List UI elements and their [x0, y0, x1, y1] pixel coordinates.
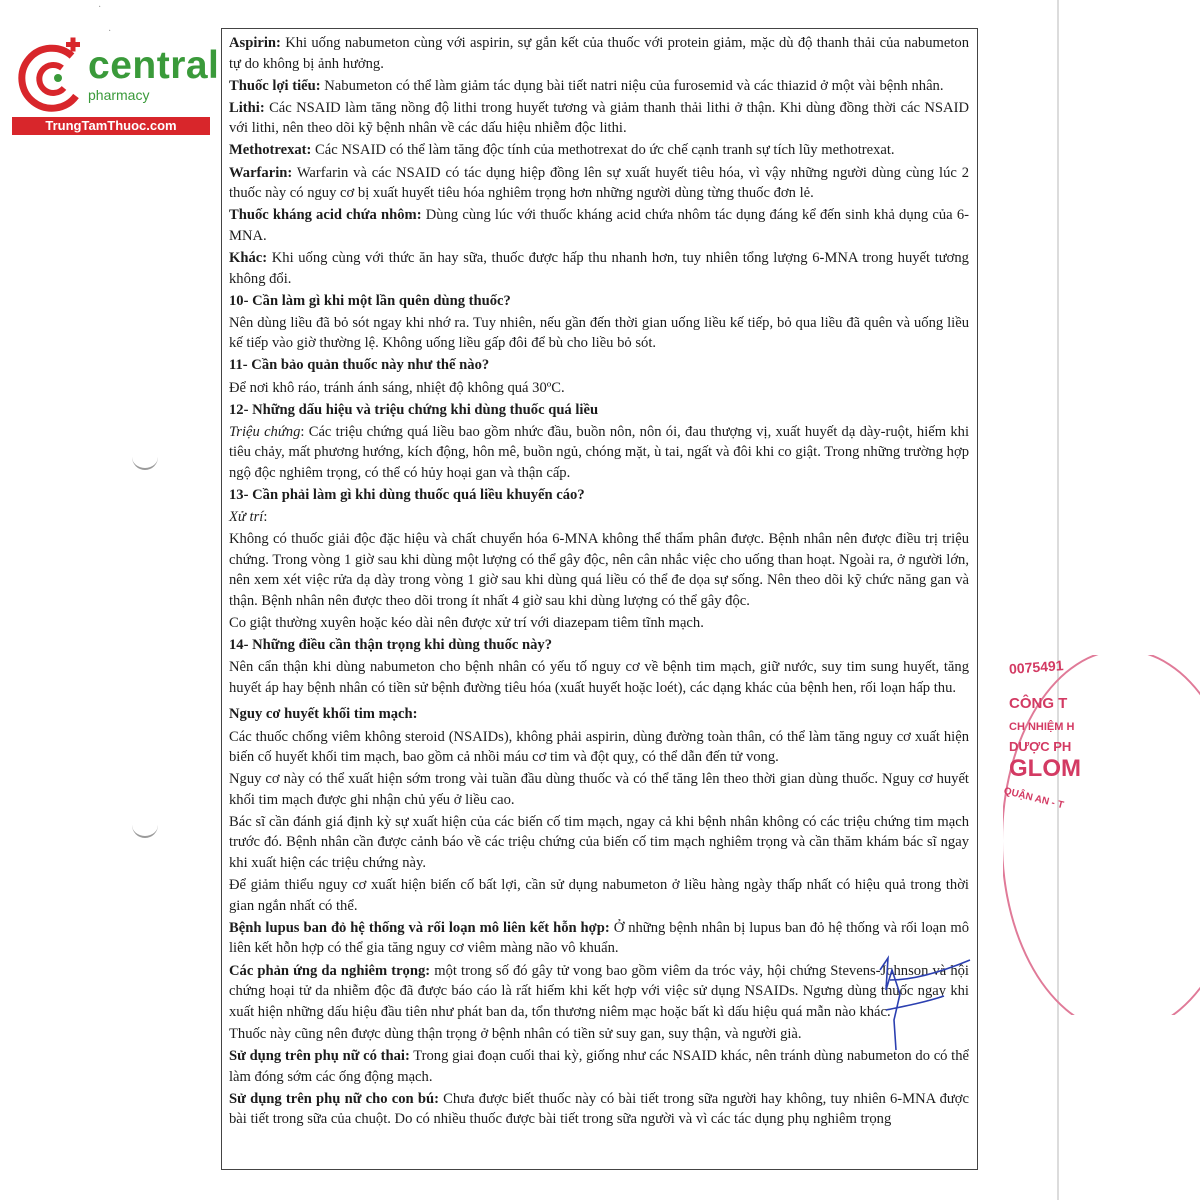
heading-section-13 [229, 485, 969, 506]
text-cardio-4: Để giảm thiểu nguy cơ xuất hiện biến cố bất lợi, cần sử dụng nabumeton ở liều hàng ngày thấp nhất có hiệu quả trong thời gian ngắn nhất có thể. [229, 877, 969, 914]
heading-section-14-text: 14- Những điều cần thận trọng khi dùng thuốc này? [229, 637, 553, 654]
paragraph-lithium [229, 98, 969, 139]
label-treatment-line [229, 507, 969, 528]
heading-section-10 [229, 291, 969, 312]
stamp-line-5: GLOM [1009, 755, 1081, 782]
paragraph-antacid [229, 205, 969, 246]
text-methotrexate: Các NSAID có thể làm tăng độc tính của methotrexat do ức chế cạnh tranh sự tích lũy methotrexat. [315, 142, 895, 159]
heading-section-13-text: 13- Cần phải làm gì khi dùng thuốc quá liều khuyến cáo? [229, 486, 585, 503]
scan-speck: · [108, 26, 112, 37]
paragraph-lupus [229, 918, 969, 959]
brand-name: central [88, 44, 220, 87]
text-cardio-3: Bác sĩ cần đánh giá định kỳ sự xuất hiện của các biến cố tim mạch, ngay cả khi bệnh nhân không có các triệu chứng tim mạch trước đó. Bệnh nhân cần được cảnh báo về các triệu chứng của biến cố tim mạch nghiêm trọng và cần thăm khám bác sĩ ngay khi xuất hiện các triệu chứng này. [229, 813, 969, 872]
label-diuretic: Thuốc lợi tiểu: [229, 77, 321, 94]
text-cardio-1: Các thuốc chống viêm không steroid (NSAIDs), không phải aspirin, dùng đường toàn thân, có thể làm tăng nguy cơ xuất hiện biến cố huyết khối tim mạch, bao gồm cả nhồi máu cơ tim và đột quỵ, có thể dẫn đến tử vong. [229, 728, 969, 766]
label-aspirin: Aspirin: [229, 35, 281, 51]
text-aspirin: Khi uống nabumeton cùng với aspirin, sự gắn kết của thuốc với protein giảm, mặc dù độ thanh thải của nabumeton tự do không bị ảnh hưởng. [229, 35, 969, 72]
paragraph-methotrexate [229, 140, 969, 161]
stamp-line-1: 0075491 [1008, 657, 1065, 677]
stamp-line-6: QUẬN AN - T [1003, 785, 1065, 812]
paragraph-aspirin [229, 33, 969, 74]
leaflet-document [221, 28, 978, 1170]
label-breastfeeding: Sử dụng trên phụ nữ cho con bú: [229, 1090, 439, 1107]
label-treatment-colon: : [263, 509, 268, 526]
label-pregnancy: Sử dụng trên phụ nữ có thai: [229, 1047, 410, 1064]
stamp-line-3: CH NHIỆM H [1009, 721, 1075, 733]
paragraph-section-12 [229, 422, 969, 484]
paragraph-breastfeeding [229, 1089, 969, 1130]
label-treatment: Xử trí [229, 509, 264, 526]
text-breastfeeding: Chưa được biết thuốc này có bài tiết trong sữa người hay không, tuy nhiên 6-MNA được bài tiết trong sữa của chuột. Do có nhiều thuốc được bài tiết trong sữa người và vì các tác dụng phụ nghiêm trọng [229, 1090, 970, 1128]
label-other: Khác: [229, 249, 268, 266]
heading-cardio-risk [229, 704, 969, 725]
text-section-13-a: Không có thuốc giải độc đặc hiệu và chất chuyển hóa 6-MNA không thể thẩm phân được. Bệnh nhân nên được điều trị triệu chứng. Trong vòng 1 giờ sau khi dùng một lượng có thể gây độc, nên cân nhắc việc cho uống than hoạt. Ngoài ra, ở người lớn, nên xem xét việc rửa dạ dày trong vòng 1 giờ sau khi dùng quá liều có thể đe dọa sự sống. Nên theo dõi kỹ chức năng gan và thận. Bệnh nhân nên được theo dõi trong ít nhất 4 giờ sau khi dùng lượng có thể gây độc. [229, 531, 969, 609]
text-antacid: Dùng cùng lúc với thuốc kháng acid chứa nhôm tác dụng đáng kể đến sinh khả dụng của 6-MNA. [229, 207, 969, 244]
page-edge [1057, 0, 1059, 1200]
paragraph-warfarin [229, 163, 969, 204]
text-warfarin: Warfarin và các NSAID có tác dụng hiệp đồng lên sự xuất huyết tiêu hóa, vì vậy những người dùng cùng lúc 2 thuốc này có nguy cơ bị xuất huyết tiêu hóa nghiêm trọng hơn những người dùng từng thuốc đơn lẻ. [229, 164, 970, 202]
binder-hole [132, 820, 158, 838]
company-stamp [1003, 655, 1200, 1015]
heading-section-14 [229, 635, 969, 656]
text-section-11: Để nơi khô ráo, tránh ánh sáng, nhiệt độ không quá 30ºC. [229, 379, 565, 396]
text-section-12: : Các triệu chứng quá liều bao gồm nhức đầu, buồn nôn, nôn ói, đau thượng vị, xuất huyết dạ dày-ruột, hiếm khi tiêu chảy, mất phương hướng, kích động, hôn mê, buồn ngủ, chóng mặt, ù tai, ngất và đôi khi co giật. Trong những trường hợp ngộ độc nghiêm trọng, có thể có hủy hoại gan và thận cấp. [229, 423, 969, 481]
signature-icon [866, 950, 976, 1060]
stamp-line-2: CÔNG T [1009, 695, 1068, 712]
heading-section-12 [229, 400, 969, 421]
brand-subtitle: pharmacy [88, 87, 150, 103]
text-section-10: Nên dùng liều đã bỏ sót ngay khi nhớ ra. Tuy nhiên, nếu gần đến thời gian uống liều kế tiếp, bỏ qua liều đã quên và uống liều kế tiếp vào giờ thường lệ. Không uống liều gấp đôi để bù cho liều bỏ sót. [229, 314, 969, 352]
label-antacid: Thuốc kháng acid chứa nhôm: [229, 207, 422, 224]
heading-section-11 [229, 355, 969, 376]
text-section-13-b: Co giật thường xuyên hoặc kéo dài nên được xử trí với diazepam tiêm tĩnh mạch. [229, 615, 704, 632]
heading-section-10-text: 10- Cần làm gì khi một lần quên dùng thuốc? [229, 292, 511, 309]
label-symptoms: Triệu chứng [229, 423, 301, 440]
heading-section-12-text: 12- Những dấu hiệu và triệu chứng khi dùng thuốc quá liều [229, 401, 599, 418]
text-lithium: Các NSAID làm tăng nồng độ lithi trong huyết tương và giảm thanh thải lithi ở thận. Khi dùng đồng thời các NSAID với lithi, nên theo dõi kỹ bệnh nhân về các dấu hiệu nhiễm độc lithi. [229, 99, 969, 137]
paragraph-pregnancy [229, 1046, 969, 1087]
heading-section-11-text: 11- Cần bảo quản thuốc này như thế nào? [229, 357, 490, 374]
text-elderly: Thuốc này cũng nên được dùng thận trọng ở bệnh nhân có tiền sử suy gan, suy thận, và người già. [229, 1025, 802, 1042]
paragraph-diuretic [229, 76, 969, 97]
text-skin: một trong số đó gây tử vong bao gồm viêm da tróc vảy, hội chứng Stevens-Johnson và hội chứng hoại tử da nhiễm độc đã được báo cáo là rất hiếm khi kết hợp với việc sử dụng NSAIDs. Ngưng dùng thuốc ngay khi xuất hiện những dấu hiệu đầu tiên như phát ban da, tổn thương niêm mạc hoặc bất kì dấu hiệu quá mẫn nào khác. [229, 962, 969, 1020]
paragraph-skin [229, 961, 969, 1023]
label-lupus: Bệnh lupus ban đỏ hệ thống và rối loạn mô liên kết hỗn hợp: [229, 919, 610, 936]
text-section-14: Nên cẩn thận khi dùng nabumeton cho bệnh nhân có yếu tố nguy cơ về bệnh tim mạch, giữ nước, suy tim sung huyết, tăng huyết áp hay bệnh nhân có tiền sử bệnh đường tiêu hóa (xuất huyết hoặc loét), các dạng khác của bệnh hen, rối loạn hấp thu. [229, 659, 969, 696]
binder-hole [132, 452, 158, 470]
label-skin: Các phản ứng da nghiêm trọng: [229, 962, 431, 979]
heading-cardio-risk-text: Nguy cơ huyết khối tim mạch: [229, 706, 418, 723]
label-lithium: Lithi: [229, 99, 265, 116]
text-other: Khi uống cùng với thức ăn hay sữa, thuốc được hấp thu nhanh hơn, tuy nhiên tổng lượng 6-MNA trong huyết tương không đổi. [229, 249, 969, 287]
text-pregnancy: Trong giai đoạn cuối thai kỳ, giống như các NSAID khác, nên tránh dùng nabumeton do có thể làm đóng sớm các ống động mạch. [229, 1047, 969, 1085]
stamp-line-4: DƯỢC PH [1009, 739, 1072, 754]
text-lupus: Ở những bệnh nhân bị lupus ban đỏ hệ thống và rối loạn mô liên kết hỗn hợp có thể gia tăng nguy cơ viêm màng não vô khuẩn. [229, 919, 969, 957]
brand-website: TrungTamThuoc.com [12, 117, 210, 135]
paragraph-other [229, 248, 969, 289]
scan-speck: · [98, 2, 102, 13]
label-methotrexate: Methotrexat: [229, 142, 312, 159]
label-warfarin: Warfarin: [229, 164, 293, 181]
text-diuretic: Nabumeton có thể làm giảm tác dụng bài tiết natri niệu của furosemid và các thiazid ở một vài bệnh nhân. [324, 77, 944, 94]
text-cardio-2: Nguy cơ này có thể xuất hiện sớm trong vài tuần đầu dùng thuốc và có thể tăng lên theo thời gian dùng thuốc. Nguy cơ huyết khối tim mạch được ghi nhận chủ yếu ở liều cao. [229, 771, 969, 808]
